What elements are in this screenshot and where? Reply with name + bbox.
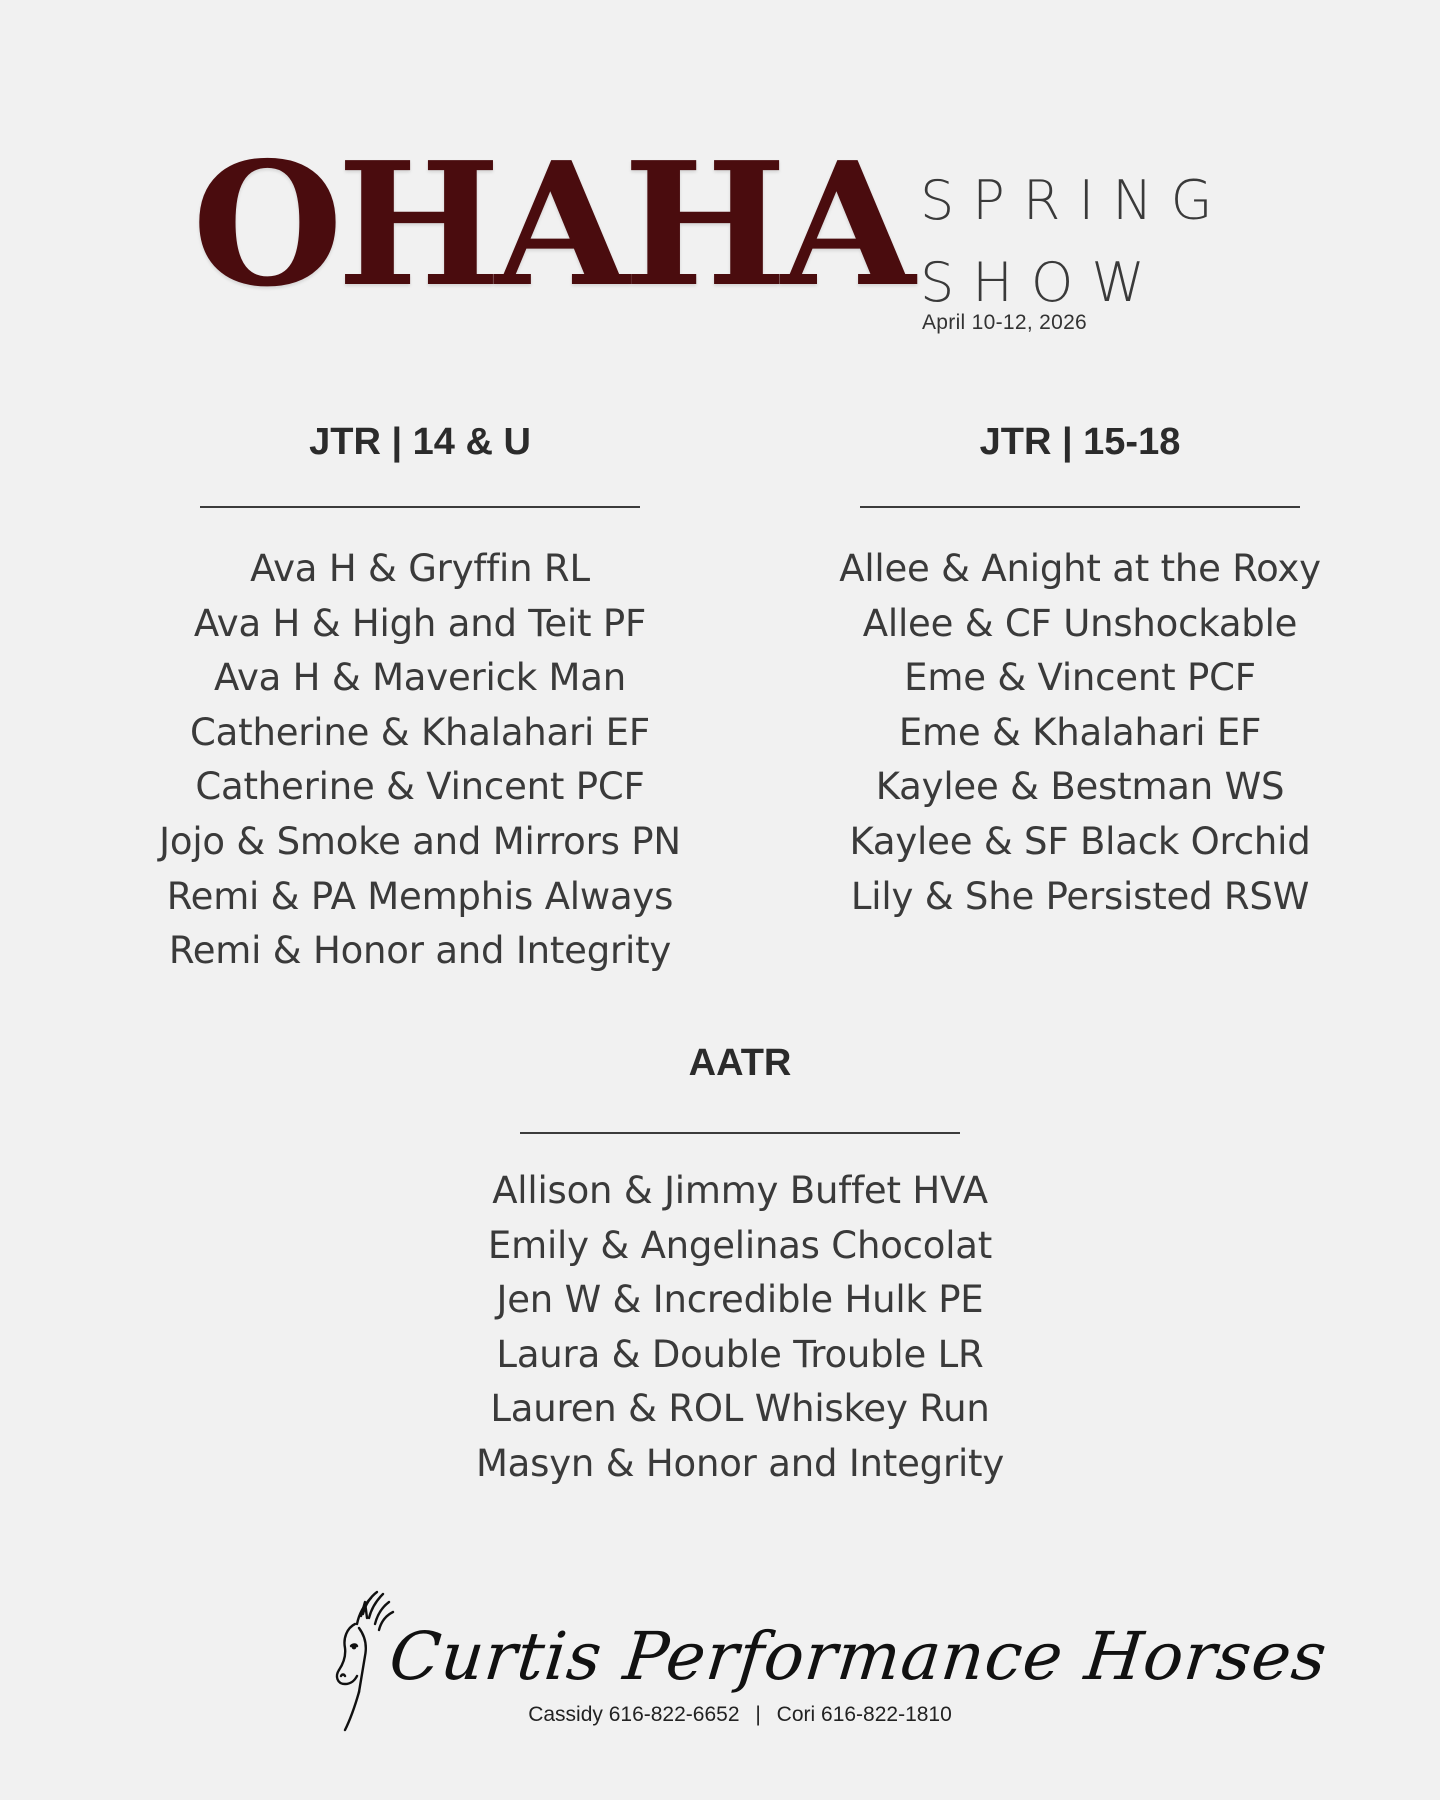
entry-item: Catherine & Vincent PCF: [195, 765, 645, 809]
show-header: [0, 0, 1440, 360]
contact-separator: |: [755, 1703, 761, 1726]
entry-item: Lauren & ROL Whiskey Run: [490, 1387, 990, 1431]
entry-item: Ava H & Maverick Man: [214, 656, 626, 700]
entry-list: [760, 542, 1400, 924]
division-title: JTR | 14 & U: [309, 421, 531, 463]
sponsor-footer: [0, 1570, 1440, 1750]
entry-item: Eme & Khalahari EF: [898, 710, 1262, 754]
division-title: AATR: [688, 1042, 792, 1084]
entry-item: Jojo & Smoke and Mirrors PN: [159, 819, 681, 863]
entry-item: Catherine & Khalahari EF: [190, 710, 650, 754]
subtitle-spring: SPRING: [920, 169, 1231, 232]
show-subtitle: [920, 160, 1231, 324]
division-title: JTR | 15-18: [979, 421, 1181, 463]
divider: [860, 506, 1300, 508]
entry-item: Laura & Double Trouble LR: [496, 1332, 984, 1376]
entry-item: Masyn & Honor and Integrity: [475, 1441, 1005, 1485]
entry-item: Kaylee & Bestman WS: [875, 765, 1285, 809]
show-brand-title: OHAHA: [192, 125, 910, 325]
divider: [520, 1132, 960, 1134]
entry-item: Remi & Honor and Integrity: [168, 929, 672, 973]
entry-item: Jen W & Incredible Hulk PE: [496, 1278, 984, 1322]
divider: [200, 506, 640, 508]
entry-item: Allison & Jimmy Buffet HVA: [492, 1169, 988, 1212]
contact-cassidy: Cassidy 616-822-6652: [528, 1703, 740, 1726]
show-dates: April 10-12, 2026: [922, 311, 1088, 334]
entry-list: [110, 542, 730, 979]
division-jtr-14-and-under: [110, 420, 730, 979]
subtitle-show: SHOW: [920, 251, 1163, 314]
contact-cori: Cori 616-822-1810: [776, 1703, 952, 1726]
entry-item: Eme & Vincent PCF: [904, 656, 1256, 700]
sponsor-logo-text: Curtis Performance Horses: [385, 1618, 1331, 1695]
entry-item: Allee & CF Unshockable: [862, 601, 1298, 645]
entry-item: Ava H & High and Teit PF: [193, 601, 647, 645]
division-aatr: [420, 1041, 1060, 1492]
entry-item: Emily & Angelinas Chocolat: [487, 1223, 993, 1267]
contact-line: [0, 1703, 1440, 1727]
entry-item: Remi & PA Memphis Always: [166, 874, 674, 918]
entry-item: Kaylee & SF Black Orchid: [849, 819, 1311, 863]
division-jtr-15-18: [760, 420, 1400, 924]
entry-item: Allee & Anight at the Roxy: [839, 547, 1321, 590]
entry-item: Lily & She Persisted RSW: [850, 874, 1310, 918]
entry-item: Ava H & Gryffin RL: [250, 547, 590, 590]
entry-list: [420, 1164, 1060, 1492]
